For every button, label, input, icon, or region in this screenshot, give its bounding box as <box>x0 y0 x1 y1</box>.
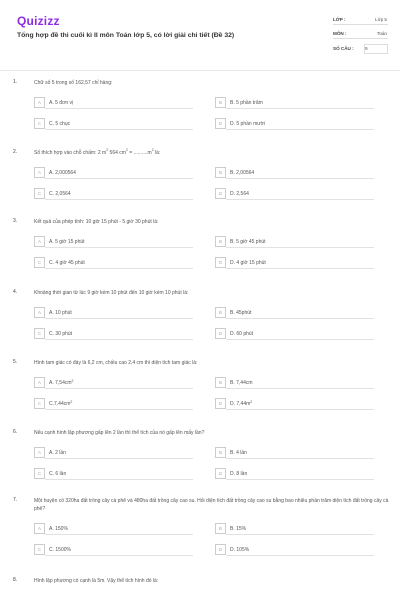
option-letter-box: D <box>215 328 226 339</box>
question-text: Số thích hợp vào chỗ chấm: 2 $m^2$ 564 $cm^2 = ..........m^2$ là: <box>34 148 161 156</box>
option-letter-box: B <box>215 236 226 247</box>
option-text: B. 5 giờ 45 phút <box>230 238 266 245</box>
option-letter-box: B <box>215 307 226 318</box>
option-letter-box: C <box>34 398 45 409</box>
header-divider <box>0 70 400 71</box>
option-text: B. 4 lần <box>230 449 247 456</box>
meta-grade-label: LỚP : <box>333 17 346 22</box>
option-underline <box>45 409 193 410</box>
option-underline <box>226 129 374 130</box>
option-underline <box>45 318 193 319</box>
option-underline <box>226 339 374 340</box>
option-letter-box: A <box>34 97 45 108</box>
option-letter-box: D <box>215 188 226 199</box>
option-text: C. 1500% <box>49 546 71 553</box>
option-letter-box: B <box>215 523 226 534</box>
question-number: 1. <box>13 79 18 85</box>
option-underline <box>45 458 193 459</box>
option-text: D. 60 phút <box>230 330 254 337</box>
option-letter-box: C <box>34 544 45 555</box>
question-number: 8. <box>13 577 18 583</box>
option-text: B. 5 phần trăm <box>230 99 263 106</box>
option-letter-box: A <box>34 377 45 388</box>
option-underline <box>45 108 193 109</box>
option-text: D. 5 phần mười <box>230 120 265 127</box>
option-text: A. 150% <box>49 525 68 532</box>
question-text: Khoảng thời gian từ lúc 9 giờ kém 10 phút đến 10 giờ kém 10 phút là: <box>34 290 189 296</box>
option-underline <box>226 388 374 389</box>
option-text: A. 2 lần <box>49 449 66 456</box>
option-text: C. 30 phút <box>49 330 73 337</box>
question-number: 7. <box>13 497 18 503</box>
option-underline <box>45 199 193 200</box>
option-underline <box>45 388 193 389</box>
option-text: C. 2,0564 <box>49 190 71 197</box>
option-underline <box>45 534 193 535</box>
option-letter-box: C <box>34 468 45 479</box>
option-underline <box>45 339 193 340</box>
option-text: B. 7,44cm <box>230 379 253 386</box>
option-text: D. 2,564 <box>230 190 249 197</box>
option-underline <box>45 555 193 556</box>
question-number: 6. <box>13 429 18 435</box>
option-text: B. 2,00564 <box>230 169 255 176</box>
option-letter-box: A <box>34 307 45 318</box>
option-letter-box: C <box>34 188 45 199</box>
option-letter-box: D <box>215 118 226 129</box>
meta-subject-label: MÔN : <box>333 31 347 36</box>
option-letter-box: D <box>215 257 226 268</box>
option-text: $C.7,44cm^2$ <box>49 399 73 407</box>
question-text: Hình tam giác có đáy là 6,2 cm, chiều cao 2,4 cm thì diện tích tam giác là: <box>34 360 198 366</box>
question-text: Nếu cạnh hình lập phương gấp lên 2 lần thì thể tích của nó gấp lên mấy lần? <box>34 430 205 436</box>
option-underline <box>226 247 374 248</box>
quizizz-logo: Quizizz <box>17 14 60 28</box>
option-letter-box: C <box>34 328 45 339</box>
meta-count-value: 9 <box>365 46 368 51</box>
option-underline <box>226 318 374 319</box>
option-text: B. 15% <box>230 525 247 532</box>
option-letter-box: A <box>34 236 45 247</box>
question-number: 2. <box>13 149 18 155</box>
option-underline <box>226 409 374 410</box>
option-text: A. $7,54cm^2$ <box>49 378 74 386</box>
option-letter-box: B <box>215 167 226 178</box>
option-underline <box>226 108 374 109</box>
question-number: 5. <box>13 359 18 365</box>
option-letter-box: C <box>34 118 45 129</box>
question-text: Hình lập phương có cạnh là 5m. Vậy thể tích hình đó là: <box>34 578 159 584</box>
option-underline <box>226 555 374 556</box>
option-underline <box>226 534 374 535</box>
option-text: A. 5 đơn vị <box>49 99 74 106</box>
option-underline <box>226 479 374 480</box>
option-underline <box>226 199 374 200</box>
option-underline <box>226 178 374 179</box>
option-text: B. 45phút <box>230 309 252 316</box>
meta-grade-value: Lớp 5 <box>375 17 387 22</box>
option-text: C. 4 giờ 45 phút <box>49 259 85 266</box>
option-letter-box: D <box>215 398 226 409</box>
option-underline <box>45 178 193 179</box>
option-letter-box: A <box>34 167 45 178</box>
option-letter-box: A <box>34 523 45 534</box>
option-underline <box>45 129 193 130</box>
question-number: 4. <box>13 289 18 295</box>
worksheet-header <box>0 0 400 64</box>
option-text: C. 5 chục <box>49 120 71 127</box>
option-letter-box: D <box>215 544 226 555</box>
option-letter-box: D <box>215 468 226 479</box>
option-letter-box: B <box>215 377 226 388</box>
meta-subject-value: Toán <box>377 31 387 36</box>
question-text: Chữ số 5 trong số 162,57 chỉ hàng: <box>34 80 113 86</box>
option-text: A. 5 giờ 15 phút <box>49 238 85 245</box>
option-underline <box>226 458 374 459</box>
option-text: C. 6 lần <box>49 470 67 477</box>
option-underline <box>45 479 193 480</box>
option-text: A. 2,000564 <box>49 169 76 176</box>
option-text: D. 105% <box>230 546 250 553</box>
question-text: Một huyện có 320ha đất trồng cây cà phê và 480ha đất trồng cây cao su. Hỏi diện tích đất trồng cây cao su bằng bao nhiêu phần trăm diện tích đất trồng cây cà phê? <box>34 498 389 512</box>
option-letter-box: A <box>34 447 45 458</box>
option-letter-box: B <box>215 447 226 458</box>
option-text: A. 10 phút <box>49 309 72 316</box>
meta-count-label: SỐ CÂU : <box>333 46 354 51</box>
option-text: D. 4 giờ 15 phút <box>230 259 266 266</box>
option-text: D. $7,44m^2$ <box>230 399 253 407</box>
option-underline <box>45 247 193 248</box>
option-text: D. 8 lần <box>230 470 248 477</box>
option-letter-box: B <box>215 97 226 108</box>
question-text: Kết quả của phép tính: 10 giờ 15 phút - 5 giờ 30 phút là: <box>34 219 159 225</box>
option-underline <box>226 268 374 269</box>
option-letter-box: C <box>34 257 45 268</box>
question-number: 3. <box>13 218 18 224</box>
option-underline <box>45 268 193 269</box>
page-title: Tổng hợp đề thi cuối kì II môn Toán lớp 5, có lời giải chi tiết (Đề 32) <box>17 32 235 39</box>
